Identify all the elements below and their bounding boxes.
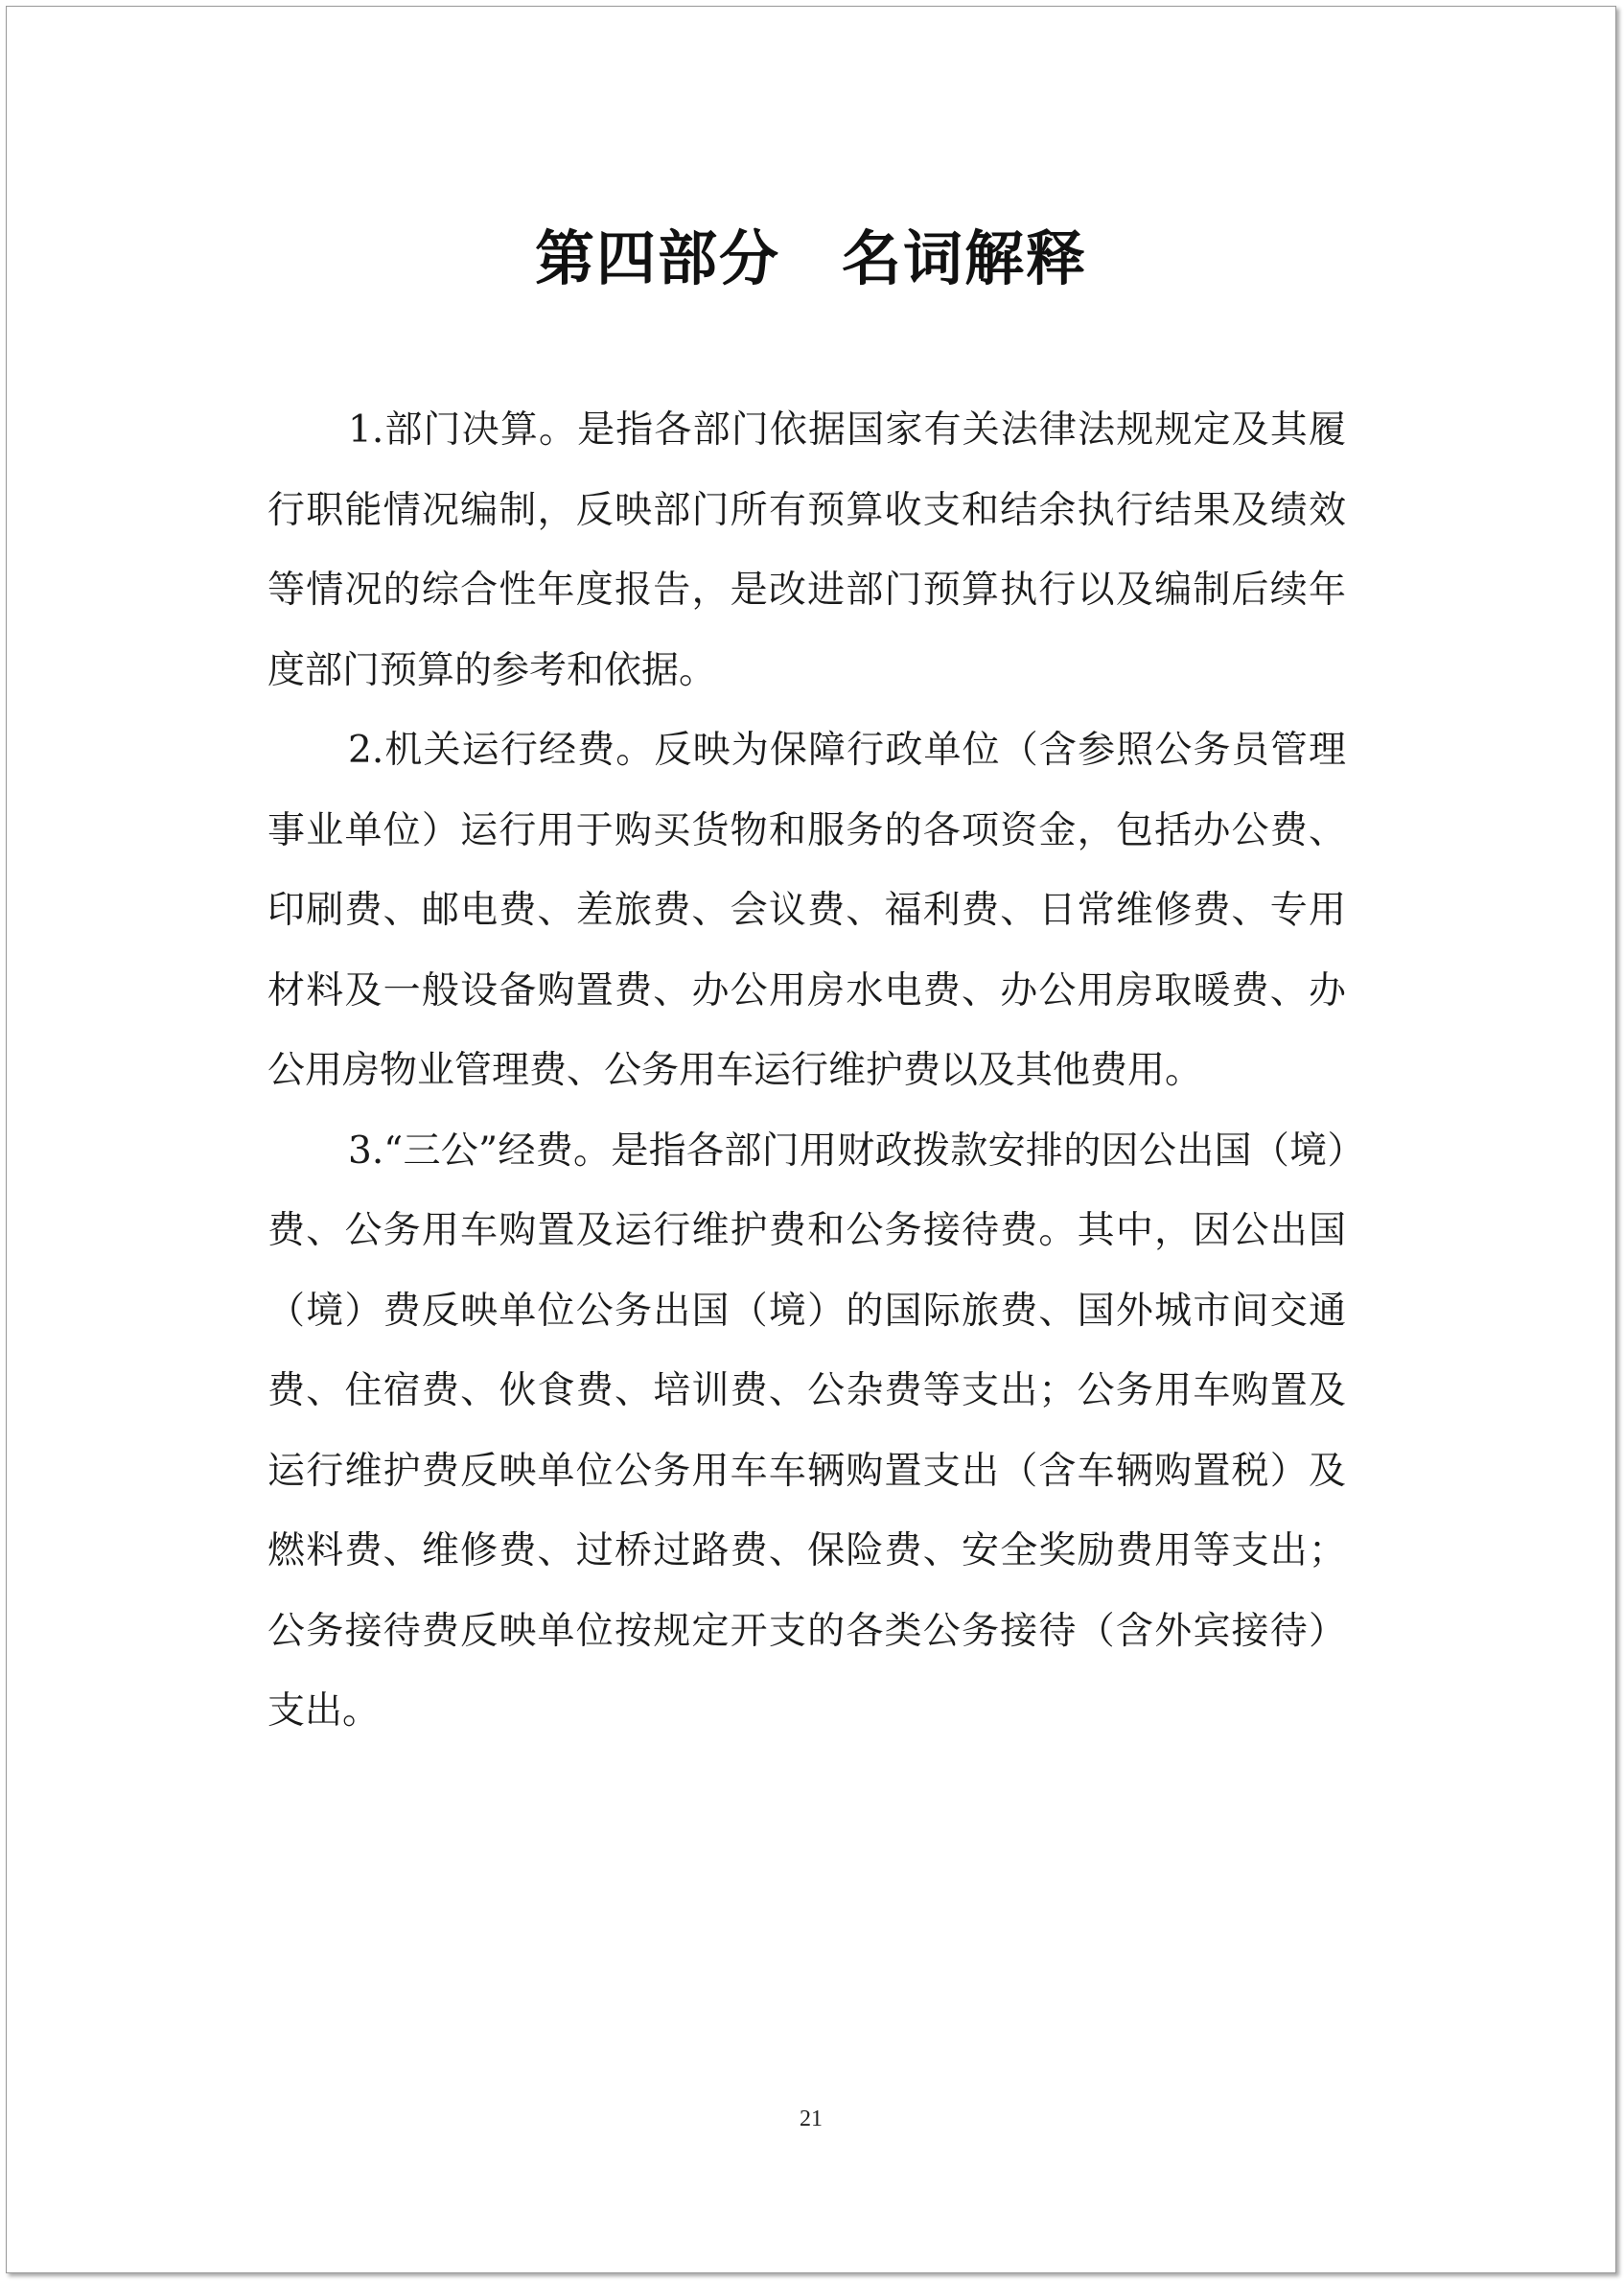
document-body <box>267 390 1346 1752</box>
paragraph-three-public-expenses: 3.“三公”经费。是指各部门用财政拨款安排的因公出国（境）费、公务用车购置及运行维护费和公务接待费。其中，因公出国（境）费反映单位公务出国（境）的国际旅费、国外城市间交通费、住宿费、伙食费、培训费、公杂费等支出；公务用车购置及运行维护费反映单位公务用车车辆购置支出（含车辆购置税）及燃料费、维修费、过桥过路费、保险费、安全奖励费用等支出；公务接待费反映单位按规定开支的各类公务接待（含外宾接待）支出。 <box>267 1129 1346 1733</box>
paragraph-agency-operating-expenses: 2.机关运行经费。反映为保障行政单位（含参照公务员管理事业单位）运行用于购买货物和服务的各项资金，包括办公费、印刷费、邮电费、差旅费、会议费、福利费、日常维修费、专用材料及一般设备购置费、办公用房水电费、办公用房取暖费、办公用房物业管理费、公务用车运行维护费以及其他费用。 <box>267 729 1346 1092</box>
page-title: 第四部分 名词解释 <box>534 223 1087 293</box>
page-number: 21 <box>800 2106 823 2131</box>
document-page <box>6 6 1616 2273</box>
paragraph-department-final-accounts: 1.部门决算。是指各部门依据国家有关法律法规规定及其履行职能情况编制，反映部门所有预算收支和结余执行结果及绩效等情况的综合性年度报告，是改进部门预算执行以及编制后续年度部门预算的参考和依据。 <box>267 408 1346 692</box>
